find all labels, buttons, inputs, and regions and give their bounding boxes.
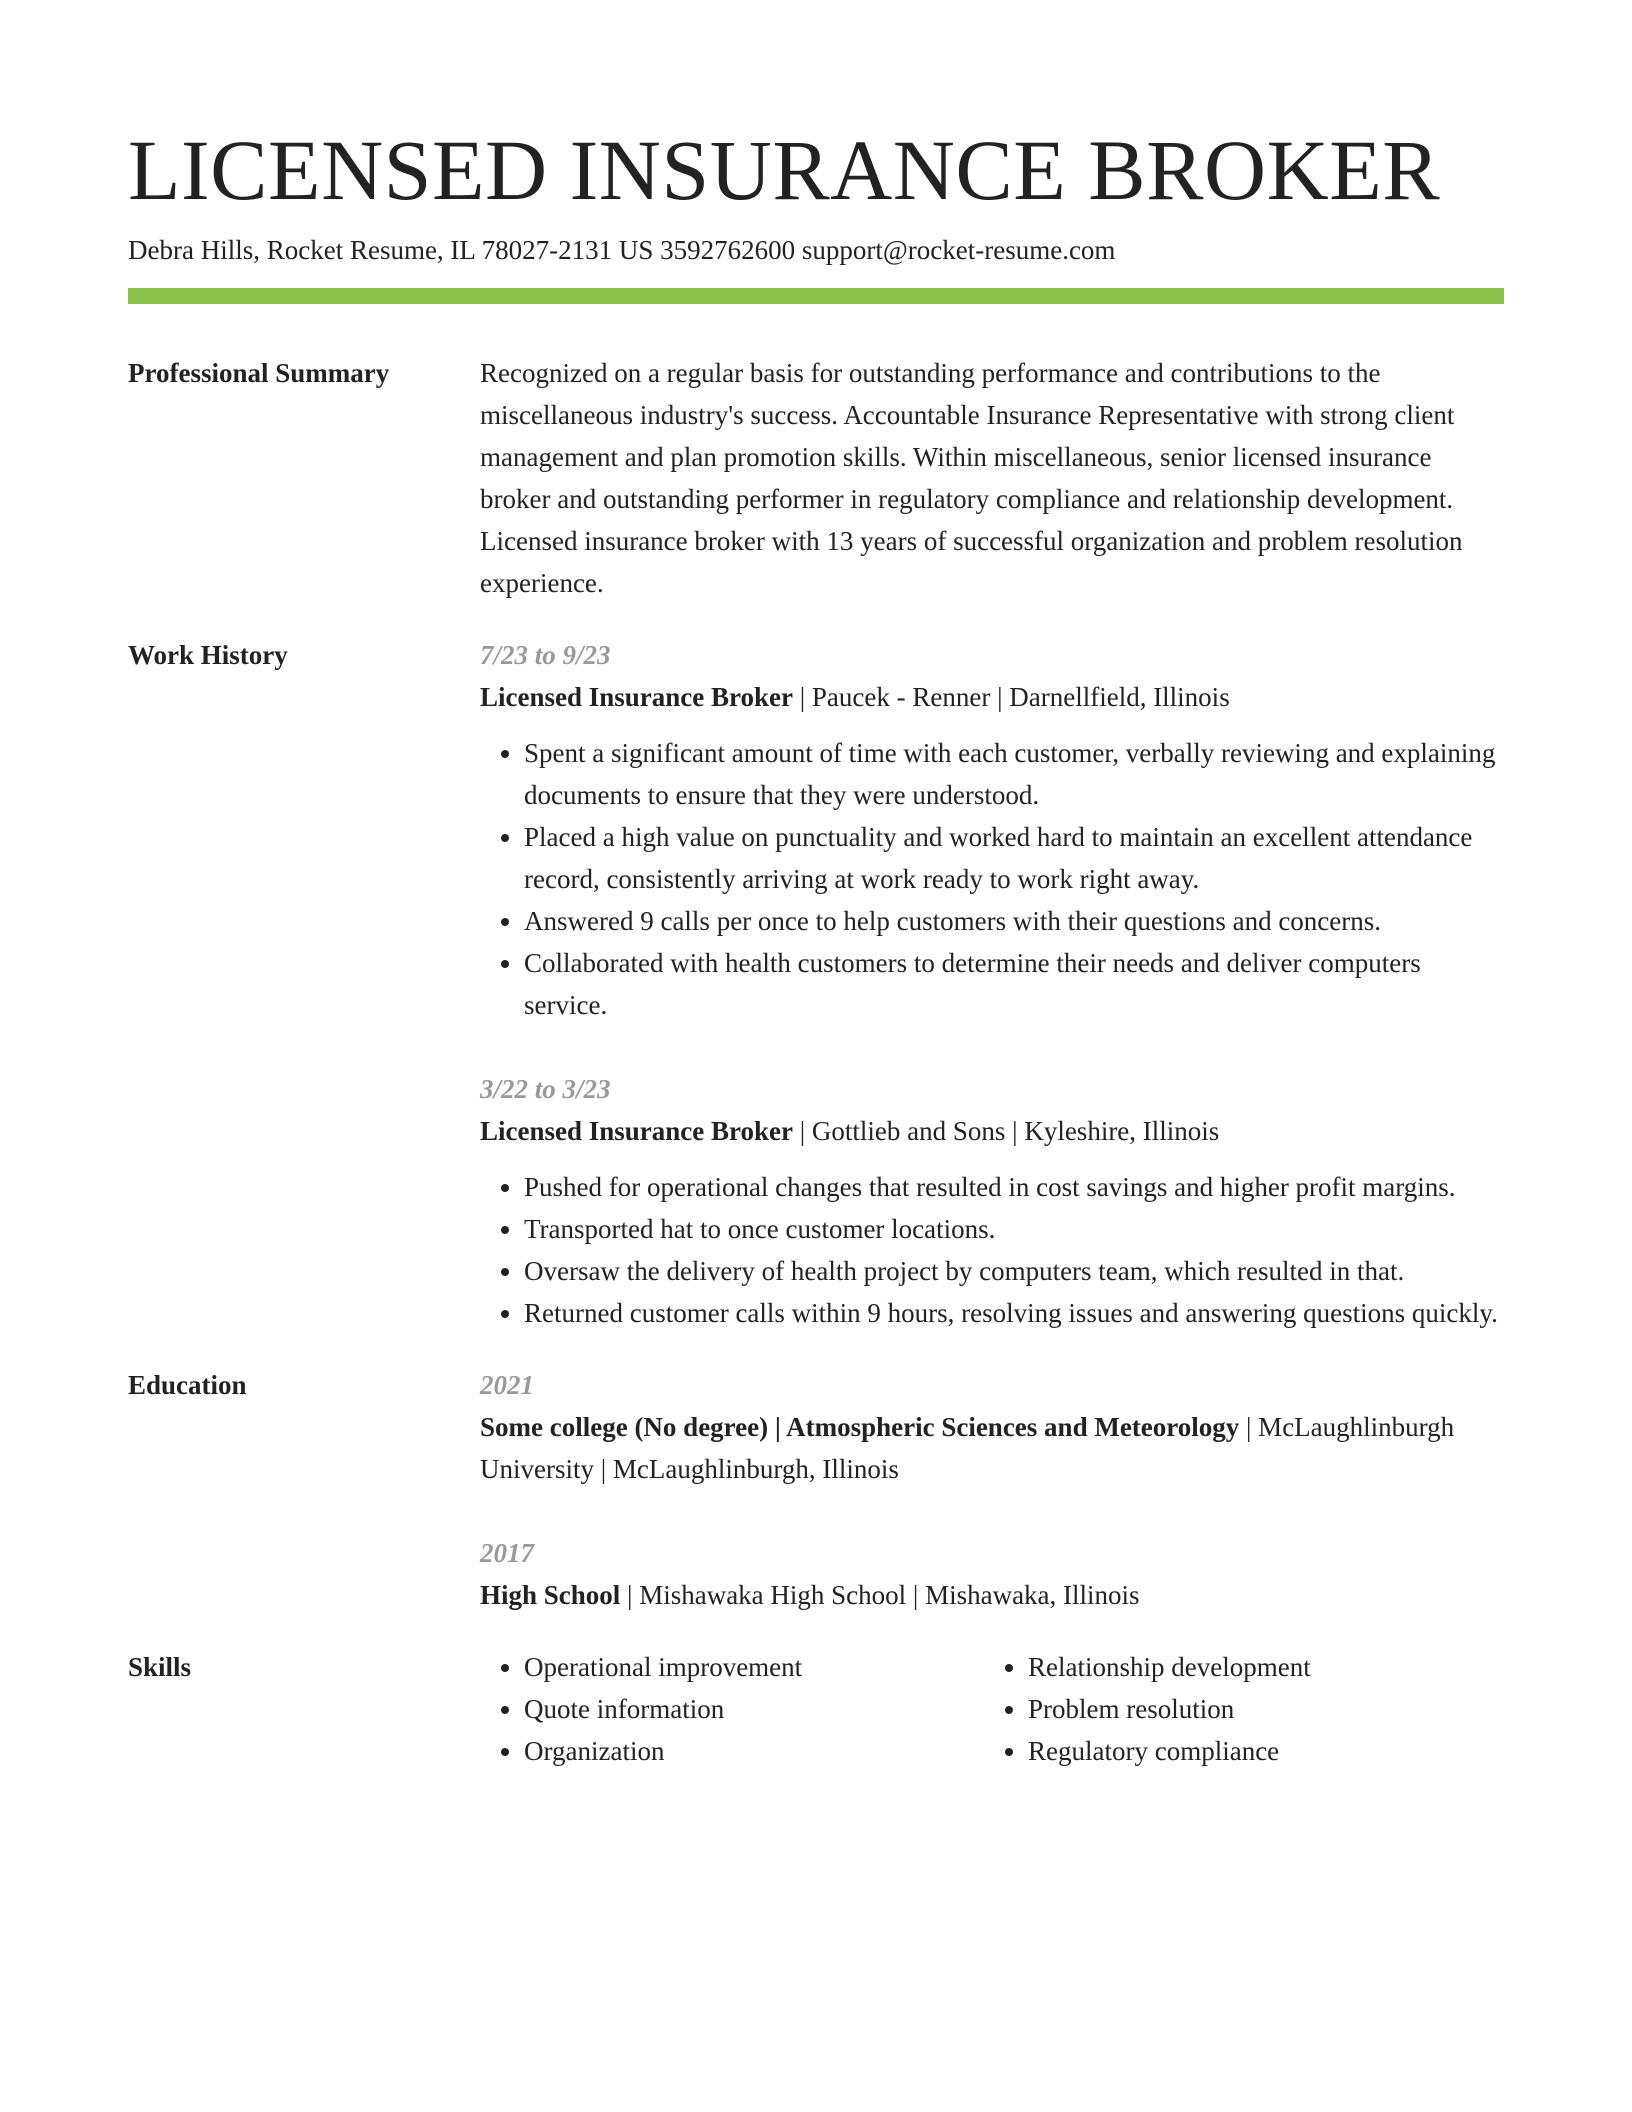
summary-text: Recognized on a regular basis for outstanding performance and contributions to the miscellaneous industry's success. Accountable Insurance Representative with strong client management and plan promotion skills. Within miscellaneous, senior licensed insurance broker and outstanding performer in regulatory compliance and relationship development. Licensed insurance broker with 13 years of successful organization and problem resolution experience. bbox=[480, 358, 1463, 598]
skills-label: Skills bbox=[128, 1652, 192, 1682]
accent-divider bbox=[128, 288, 1504, 304]
education-body bbox=[480, 1364, 1504, 1616]
education-details: | McLaughlinburgh University | McLaughlinburgh, Illinois bbox=[480, 1412, 1455, 1484]
job-bullet: • Spent a significant amount of time with each customer, verbally reviewing and explaining documents to ensure that they were understood. bbox=[524, 732, 1504, 816]
work-history-body bbox=[480, 634, 1504, 1334]
job-bullet: • Answered 9 calls per once to help customers with their questions and concerns. bbox=[524, 900, 1504, 942]
contact-line: Debra Hills, Rocket Resume, IL 78027-2131 US 3592762600 support@rocket-resume.com bbox=[128, 235, 1116, 265]
job-bullet: • Collaborated with health customers to determine their needs and deliver computers service. bbox=[524, 942, 1504, 1026]
job-heading bbox=[480, 676, 1504, 718]
job-dates: 3/22 to 3/23 bbox=[480, 1074, 611, 1104]
job-entry bbox=[480, 634, 1504, 1026]
job-dates: 7/23 to 9/23 bbox=[480, 640, 611, 670]
summary-section bbox=[128, 352, 1504, 604]
job-bullet: • Returned customer calls within 9 hours, resolving issues and answering questions quickly. bbox=[524, 1292, 1504, 1334]
job-title: Licensed Insurance Broker bbox=[480, 682, 794, 712]
education-entry bbox=[480, 1364, 1504, 1490]
skill-item: • Quote information bbox=[524, 1688, 984, 1730]
job-bullet: • Placed a high value on punctuality and worked hard to maintain an excellent attendance record, consistently arriving at work ready to work right away. bbox=[524, 816, 1504, 900]
resume-page bbox=[128, 120, 1504, 1772]
education-year: 2021 bbox=[480, 1370, 534, 1400]
work-history-label: Work History bbox=[128, 640, 288, 670]
skill-item: • Operational improvement bbox=[524, 1646, 984, 1688]
summary-label: Professional Summary bbox=[128, 358, 390, 388]
education-heading bbox=[480, 1406, 1504, 1490]
work-history-section bbox=[128, 634, 1504, 1334]
skills-section bbox=[128, 1646, 1504, 1772]
education-label: Education bbox=[128, 1370, 247, 1400]
skill-item: • Regulatory compliance bbox=[1028, 1730, 1488, 1772]
skill-item: • Relationship development bbox=[1028, 1646, 1488, 1688]
job-entry bbox=[480, 1068, 1504, 1334]
skill-item: • Organization bbox=[524, 1730, 984, 1772]
education-details: | Mishawaka High School | Mishawaka, Illinois bbox=[620, 1580, 1140, 1610]
job-bullets bbox=[480, 1166, 1504, 1334]
education-year: 2017 bbox=[480, 1538, 534, 1568]
job-details: | Paucek - Renner | Darnellfield, Illinois bbox=[793, 682, 1230, 712]
skills-list-left bbox=[480, 1646, 984, 1772]
job-bullet: • Transported hat to once customer locations. bbox=[524, 1208, 1504, 1250]
job-bullet: • Oversaw the delivery of health project by computers team, which resulted in that. bbox=[524, 1250, 1504, 1292]
job-title: Licensed Insurance Broker bbox=[480, 1116, 794, 1146]
resume-title: LICENSED INSURANCE BROKER bbox=[128, 122, 1441, 218]
education-degree: Some college (No degree) | Atmospheric Sciences and Meteorology bbox=[480, 1412, 1240, 1442]
skill-item: • Problem resolution bbox=[1028, 1688, 1488, 1730]
job-bullet: • Pushed for operational changes that resulted in cost savings and higher profit margins. bbox=[524, 1166, 1504, 1208]
job-details: | Gottlieb and Sons | Kyleshire, Illinois bbox=[793, 1116, 1220, 1146]
education-heading bbox=[480, 1574, 1504, 1616]
skills-columns bbox=[480, 1646, 1504, 1772]
skills-body bbox=[480, 1646, 1504, 1772]
job-heading bbox=[480, 1110, 1504, 1152]
skills-list-right bbox=[984, 1646, 1488, 1772]
education-degree: High School bbox=[480, 1580, 621, 1610]
education-entry bbox=[480, 1532, 1504, 1616]
job-bullets bbox=[480, 732, 1504, 1026]
education-section bbox=[128, 1364, 1504, 1616]
